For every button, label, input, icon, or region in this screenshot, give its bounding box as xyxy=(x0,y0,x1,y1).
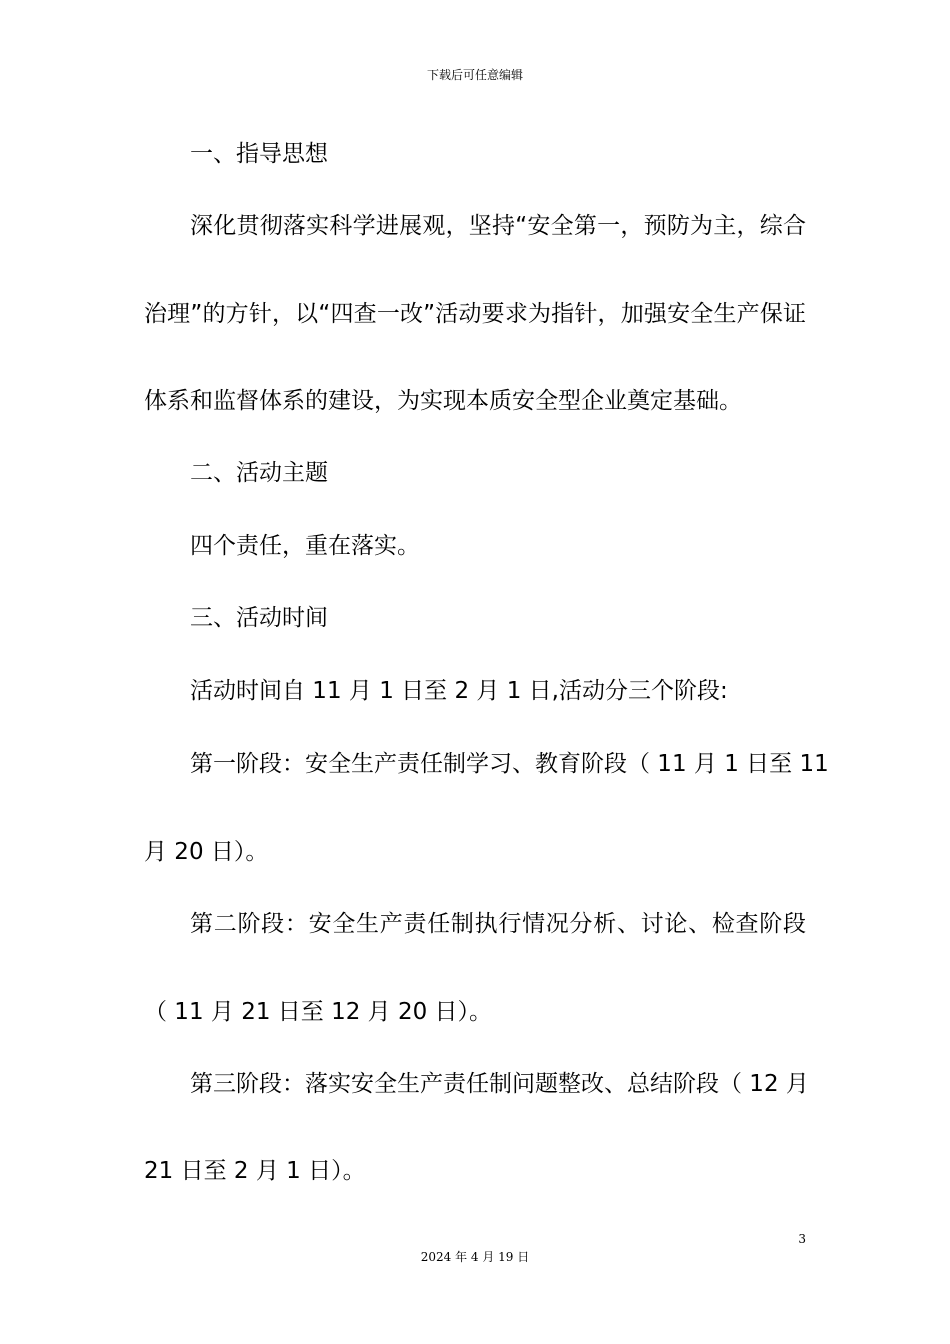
paragraph-line: 月 20 日）。 xyxy=(144,839,269,865)
page-header: 下载后可任意编辑 xyxy=(426,68,523,82)
paragraph-line: 治理”的方针，以“四查一改”活动要求为指针，加强安全生产保证 xyxy=(144,301,806,327)
paragraph-line: 深化贯彻落实科学进展观，坚持“安全第一，预防为主，综合 xyxy=(190,213,806,239)
paragraph-line: 第一阶段：安全生产责任制学习、教育阶段（ 11 月 1 日至 11 xyxy=(190,751,829,777)
paragraph-line: 四个责任，重在落实。 xyxy=(190,533,420,559)
paragraph-line: 第二阶段：安全生产责任制执行情况分析、讨论、检查阶段 xyxy=(190,911,806,937)
paragraph-line: （ 11 月 21 日至 12 月 20 日）。 xyxy=(144,999,493,1025)
page-number: 3 xyxy=(798,1232,806,1246)
paragraph-line: 活动时间自 11 月 1 日至 2 月 1 日,活动分三个阶段: xyxy=(190,678,728,704)
section-heading-activity-theme: 二、活动主题 xyxy=(190,460,328,486)
paragraph-line: 体系和监督体系的建设，为实现本质安全型企业奠定基础。 xyxy=(144,388,742,414)
paragraph-line: 21 日至 2 月 1 日）。 xyxy=(144,1158,366,1184)
footer-date: 2024 年 4 月 19 日 xyxy=(420,1250,530,1264)
section-heading-activity-time: 三、活动时间 xyxy=(190,605,328,631)
paragraph-line: 第三阶段：落实安全生产责任制问题整改、总结阶段（ 12 月 xyxy=(190,1071,809,1097)
section-heading-guiding-ideology: 一、指导思想 xyxy=(190,141,328,167)
